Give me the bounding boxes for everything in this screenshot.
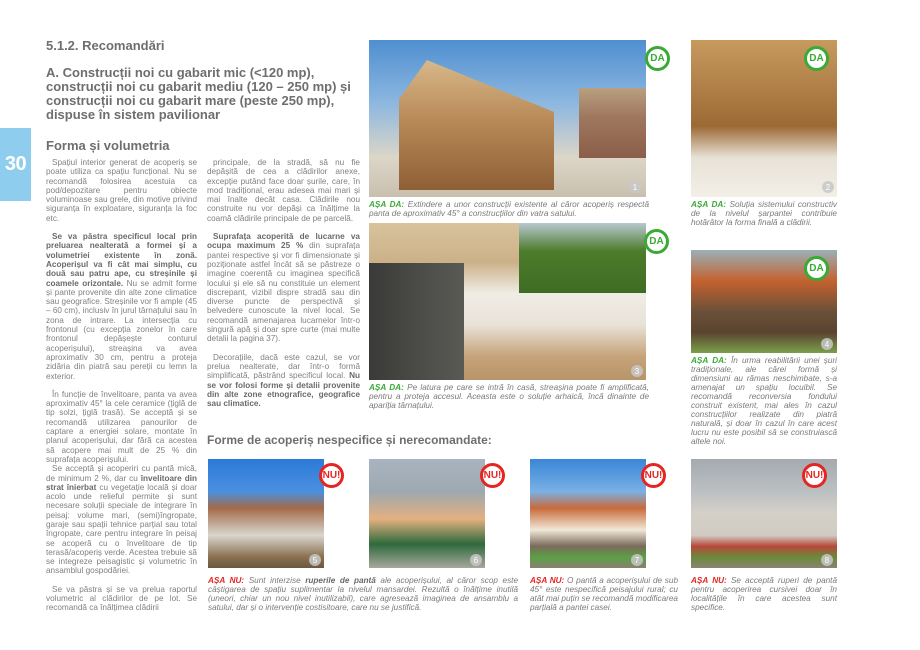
paragraph [207, 232, 360, 344]
caption-text: Soluția sistemului constructiv de la nivelul șarpantei contribuie hotărâtor la forma finală a clădirii. [691, 200, 838, 227]
paragraph [46, 464, 197, 576]
paragraph: În funcție de învelitoare, panta va avea aproximativ 45° la cele ceramice (țiglă de tip solzi, țiglă trasă). Se acceptă și se recomandă utilizarea panourilor de captare a energiei solare, montate în planul acoperișului, dar fără ca acestea să acopere mai mult de 25 % din suprafața acoperișului. [46, 389, 197, 464]
paragraph: Spațiul interior generat de acoperiș se poate utiliza ca spațiu funcțional. Nu se recomandă folosirea acestuia ca pod/depozitare pentru obiecte voluminoase sau grele, din motive privind siguranța în exploatare, siguranța la foc etc. [46, 158, 197, 223]
caption-text: Se acceptă ruperi de pantă pentru acoperirea cursivei doar în localitățile în care acestea sunt specifice. [691, 576, 838, 612]
caption-label: AȘA NU: [691, 576, 727, 585]
forms-heading: Forme de acoperiș nespecifice și nerecomandate: [207, 433, 492, 447]
nu-badge-icon: NU! [319, 463, 344, 488]
da-badge-icon: DA [644, 229, 669, 254]
caption-text: ale acoperișului, al căror scop este câștigarea de spațiu suplimentar la nivelul mansardei. Rezultă o înălțime inutilă (uneori, chiar un nou nivel inutilizabil), care agresează imaginea de ansamblu a satului, dar și o intervenție costisitoare, care nu se justifică. [208, 576, 519, 612]
photo-bad-gambrel [369, 459, 485, 568]
caption-label: AȘA DA: [369, 200, 405, 209]
photo-number: 2 [822, 181, 834, 193]
nu-badge-icon: NU! [480, 463, 505, 488]
text: din suprafața pantei respective și vor fi dimensionate și poziționate astfel încât să se păstreze o imagine coerentă cu imaginea specifică locului și ele să nu constituie un element discrepant, vizibil dispre stradă sau din diverse puncte de perspectivă și belvedere cunoscute la nivel local. Se recomandă amenajarea lucarnelor într-o singură apă și doar spre curte (mai multe detalii la pagina 37). [207, 241, 360, 344]
caption-1 [369, 200, 649, 218]
caption-text: În urma reabilitării unei șuri tradiționale, ale cărei formă și dimensiuni au rămas neschimbate, s-a amenajat un spațiu locuibil. Se recomandă reconversia fondului construit existent, mai ales în cazul construcțiilor realizate din piatră naturală, și doar în cazul în care acest lucru nu este posibil să se construiască altele noi. [691, 356, 837, 446]
glass-wall-shape [369, 263, 464, 380]
photo-number: 6 [470, 554, 482, 566]
paragraph: Se va păstra și se va prelua raportul volumetric al clădirilor de pe lot. Se recomandă ca înălțimea clădirii [46, 584, 197, 613]
caption-2 [691, 200, 837, 227]
bold-text: învelitoare din strat înierbat [46, 473, 197, 492]
caption-3 [369, 383, 649, 410]
caption-bad-1 [208, 576, 518, 612]
photo-number: 8 [821, 554, 833, 566]
section-title: 5.1.2. Recomandări [46, 38, 165, 53]
text-column-2 [207, 158, 360, 417]
caption-bad-3 [691, 576, 837, 612]
main-heading: A. Construcții noi cu gabarit mic (<120 mp), construcții noi cu gabarit mediu (120 – 250 mp) și construcții noi cu gabarit mare (peste 250 mp), dispuse în sistem pavilionar [46, 65, 351, 122]
photo-bad-low-slope [530, 459, 646, 568]
caption-text: Extindere a unor construcții existente al căror acoperiș respectă panta de aproximativ 45° a construcțiilor din vatra satului. [369, 200, 649, 218]
sub-heading: Forma și volumetria [46, 138, 170, 153]
caption-text: O pantă a acoperișului de sub 45° este nespecifică peisajului rural; cu atât mai puțin se recomandă modificarea parțială a pantei casei. [530, 576, 679, 612]
text-column-1 [46, 158, 197, 622]
page-number-tab: 30 [0, 128, 31, 201]
photo-number: 3 [631, 365, 643, 377]
text: Decorațiile, dacă este cazul, se vor prelua nealterate, dar într-o formă simplificată, păstrând specificul local. [207, 352, 360, 381]
barn-shape [399, 60, 554, 190]
house-shape [579, 88, 646, 158]
caption-text: Sunt interzise [244, 576, 306, 585]
photo-wooden-extension [369, 40, 646, 197]
da-badge-icon: DA [645, 46, 670, 71]
bold-text: ruperile de pantă [305, 576, 376, 585]
caption-bad-2 [530, 576, 678, 612]
da-badge-icon: DA [804, 256, 829, 281]
photo-number: 5 [309, 554, 321, 566]
bold-text: Se va păstra specificul local prin preluarea nealterată a formei și a volumetriei existente în zonă. Acoperișul va fi cât mai simplu, cu două sau patru ape, cu streșinile și coamele orizontale. [46, 232, 197, 288]
text: Nu se admit forme și pante provenite din alte zone climatice sau geografice. Streșinile vor fi ample (45 – 60 cm), inclusiv în jurul târnațului sau în zona de intrare. La intersecția cu frontonul (cu excepția zonelor în care frontonul depășește conturul acoperișului), streașina va avea aproximativ 30 cm, pentru a proteja zidăria din piatră sau pereții cu lemn la exterior. [46, 278, 197, 381]
text: Se acceptă și acoperiri cu pantă mică, de minimum 2 %, dar cu [46, 464, 197, 483]
paragraph [207, 353, 360, 409]
photo-porch-eaves [369, 223, 646, 380]
photo-number: 1 [629, 181, 641, 193]
caption-label: AȘA NU: [530, 576, 565, 585]
caption-label: AȘA DA: [691, 200, 727, 209]
da-badge-icon: DA [804, 46, 829, 71]
text: cu vegetație locală și doar acolo unde relieful permite și sunt necesare soluții speciale de integrare în peisaj: volume mari, (semi)îngropate, garaje sau spații tehnice parțial sau total îngropate, care pentru integrare în peisaj se acoperă cu o învelitoare de tip terasă/acoperiș verde. Acestea trebuie să se integreze peisagistic și volumetric în ansamblul gospodăriei. [46, 482, 197, 576]
caption-label: AȘA NU: [208, 576, 245, 585]
caption-4 [691, 356, 837, 446]
photo-number: 4 [821, 338, 833, 350]
bold-text: Suprafața acoperită de lucarne va ocupa maximum 25 % [207, 232, 360, 251]
caption-label: AȘA DA: [369, 383, 404, 392]
caption-label: AȘA DA: [691, 356, 727, 365]
trees-shape [519, 223, 646, 293]
bold-text: Nu se vor folosi forme și detalii provenite din alte zone etnografice, geografice sau climatice. [207, 371, 360, 409]
paragraph [46, 232, 197, 381]
nu-badge-icon: NU! [641, 463, 666, 488]
paragraph: principale, de la stradă, să nu fie depășită de cea a clădirilor anexe, excepție putând face doar șurile, care, în mod tradițional, erau adesea mai mari și mai înalte decât casa. Clădirile nou construite nu vor depăși ca înălțime la coamă clădirile principale de pe parcelă. [207, 158, 360, 223]
photo-number: 7 [631, 554, 643, 566]
nu-badge-icon: NU! [802, 463, 827, 488]
photo-bad-mansard [208, 459, 324, 568]
caption-text: Pe latura pe care se intră în casă, streașina poate fi amplificată, pentru a proteja accesul. Aceasta este o soluție arhaică, încă dinainte de apariția târnațului. [369, 383, 649, 410]
